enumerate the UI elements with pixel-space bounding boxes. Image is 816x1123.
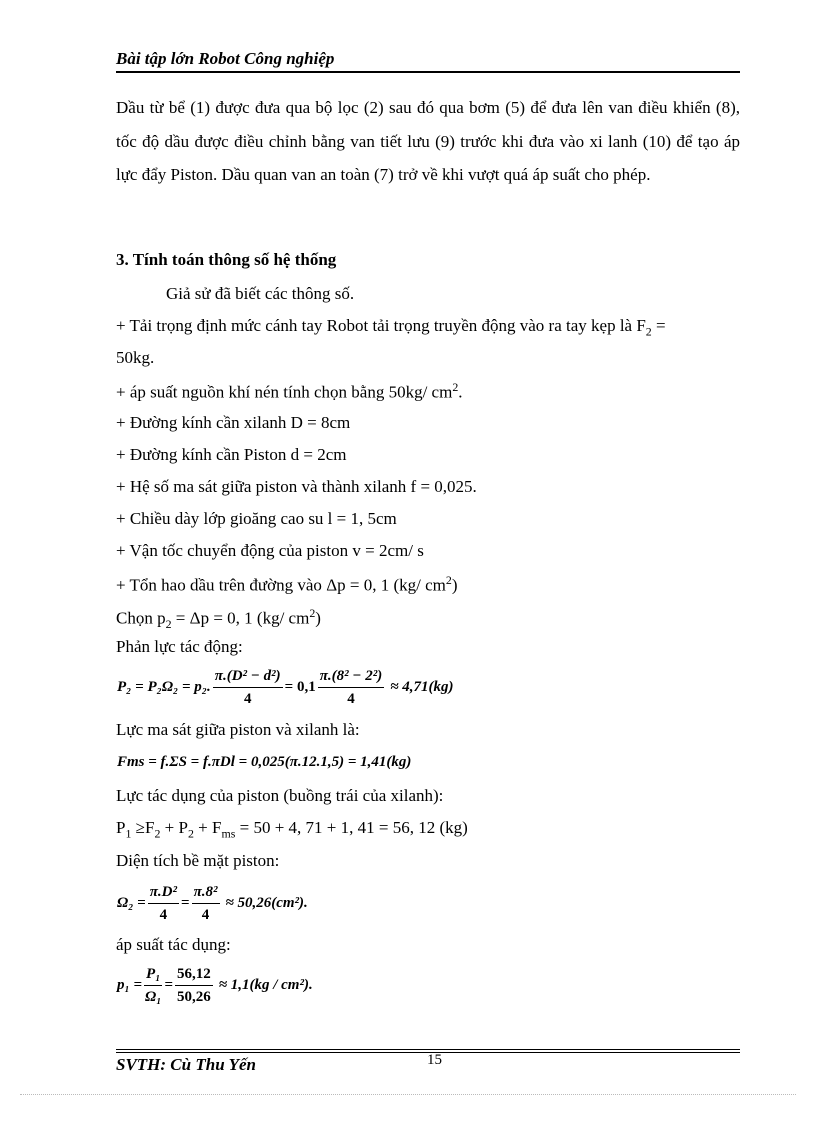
page-number: 15 xyxy=(427,1052,442,1068)
equation-friction: Fms = f.ΣS = f.πDl = 0,025(π.12.1,5) = 1,41(kg) xyxy=(117,753,412,770)
load-line-cont: 50kg. xyxy=(116,348,155,367)
header-rule xyxy=(116,71,740,73)
friction-force-label: Lực ma sát giữa piston và xilanh là: xyxy=(116,720,360,739)
rod-diameter-line: + Đường kính cần Piston d = 2cm xyxy=(116,445,347,464)
fraction: $\frac{\text{π.(D² − d²)}}{4}$ xyxy=(214,667,281,707)
load-line: + Tải trọng định mức cánh tay Robot tải trọng truyền động vào ra tay kẹp là $F_2$ = xyxy=(116,316,666,339)
area-label: Diện tích bề mặt piston: xyxy=(116,851,280,870)
intro-paragraph: Dầu từ bể (1) được đưa qua bộ lọc (2) sau đó qua bơm (5) để đưa lên van điều khiển (8), tốc độ dầu được điều chỉnh bằng van tiết lưu (9) trước khi đưa vào xi lanh (10) để tạo áp lực đẩy Piston. Dầu quan van an toàn (7) trở về khi vượt quá áp suất cho phép. xyxy=(116,98,740,184)
applied-pressure-label: áp suất tác dụng: xyxy=(116,935,231,954)
pressure-line: + áp suất nguồn khí nén tính chọn bằng 50kg/ $cm^2$. xyxy=(116,380,463,402)
loss-line: + Tổn hao dầu trên đường vào Δp = 0, 1 (kg/ $cm^2$) xyxy=(116,573,458,595)
fraction: $\frac{\text{π.8²}}{4}$ xyxy=(193,883,218,923)
piston-force-equation: $P_1 \ge F_2 + P_2 + F_{ms} = 50 + 4$, 71 + 1, 41 = 56, 12 (kg) xyxy=(116,818,468,841)
assume-line: Giả sử đã biết các thông số. xyxy=(166,284,355,303)
seal-line: + Chiều dày lớp gioăng cao su l = 1, 5cm xyxy=(116,509,397,528)
speed-line: + Vận tốc chuyển động của piston v = 2cm/ s xyxy=(116,541,424,560)
reaction-label: Phản lực tác động: xyxy=(116,637,243,656)
friction-coef-line: + Hệ số ma sát giữa piston và thành xilanh f = 0,025. xyxy=(116,477,477,496)
footer-author: SVTH: Cù Thu Yến xyxy=(116,1055,256,1074)
header-title: Bài tập lớn Robot Công nghiệp xyxy=(116,49,335,68)
fraction: $\frac{\text{P₁}}{\text{Ω₁}}$ xyxy=(145,965,162,1005)
fraction: $\frac{56,12}{50,26}$ xyxy=(177,965,211,1005)
fraction: $\frac{\text{π.(8² − 2²)}}{4}$ xyxy=(319,667,383,707)
section-title: 3. Tính toán thông số hệ thống xyxy=(116,250,337,269)
cylinder-diameter-line: + Đường kính cần xilanh D = 8cm xyxy=(116,413,351,432)
equation-area: Ω₂ = $\frac{\text{π.D²}}{4}$ = $\frac{\text{π.8²}}{4}$ ≈ 50,26(cm²). xyxy=(117,883,308,923)
footer-rule xyxy=(116,1049,740,1050)
equation-pressure: p₁ = $\frac{\text{P₁}}{\text{Ω₁}}$ = $\frac{56,12}{50,26}$ ≈ 1,1(kg / cm²). xyxy=(117,965,313,1005)
piston-force-label: Lực tác dụng của piston (buồng trái của xilanh): xyxy=(116,786,444,805)
fraction: $\frac{\text{π.D²}}{4}$ xyxy=(149,883,177,923)
choose-line: Chọn $p_2 = \Delta p = 0$, 1 (kg/ $cm^2$) xyxy=(116,606,321,632)
equation-reaction: P₂ = P₂Ω₂ = p₂. $\frac{\text{π.(D² − d²)}}{4}$ = 0,1 $\frac{\text{π.(8² − 2²)}}{4}$ ≈ 4,71(kg) xyxy=(117,667,454,707)
page-edge-dots xyxy=(20,1094,796,1095)
